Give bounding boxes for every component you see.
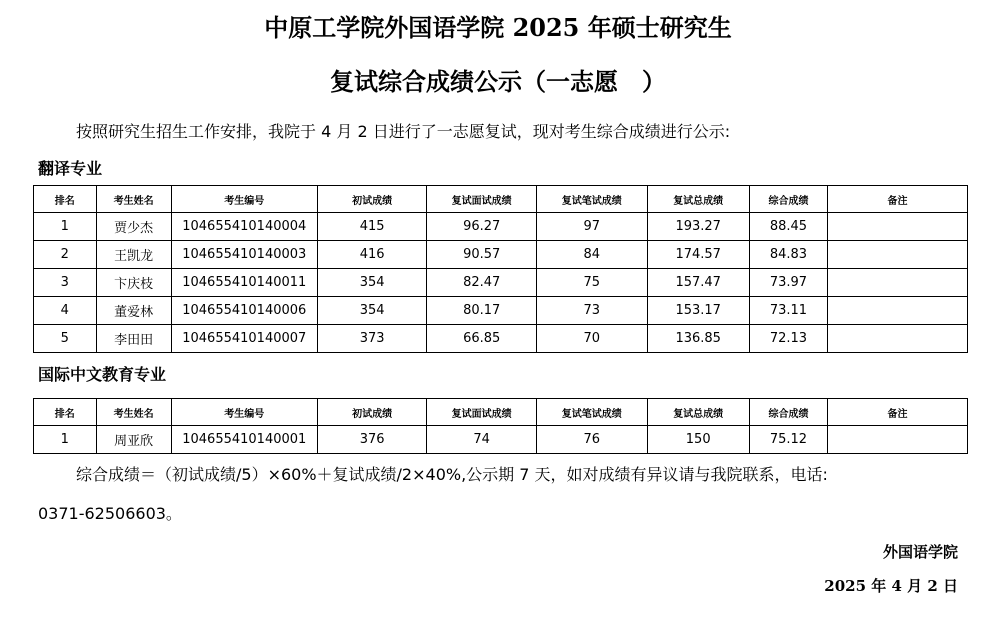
page-subtitle: 复试综合成绩公示（一志愿 ） [330, 67, 666, 96]
cell-name: 董爱林 [96, 297, 171, 325]
cell-overall: 84.83 [749, 241, 827, 269]
cell-retest-total: 136.85 [647, 325, 749, 353]
cell-prelim: 376 [317, 426, 427, 454]
cell-rank: 3 [34, 269, 97, 297]
header-overall: 综合成绩 [749, 186, 827, 213]
cell-id: 104655410140003 [171, 241, 317, 269]
grades-table-translation [33, 185, 968, 353]
section-title-chinese-education: 国际中文教育专业 [38, 365, 167, 384]
cell-overall: 73.97 [749, 269, 827, 297]
cell-prelim: 415 [317, 213, 427, 241]
section-title-translation: 翻译专业 [38, 159, 103, 178]
cell-written: 84 [536, 241, 647, 269]
intro-paragraph: 按照研究生招生工作安排，我院于 4 月 2 日进行了一志愿复试，现对考生综合成绩进行公示: [76, 122, 731, 141]
cell-retest-total: 157.47 [647, 269, 749, 297]
cell-rank: 4 [34, 297, 97, 325]
header-retest-total: 复试总成绩 [647, 399, 749, 426]
cell-id: 104655410140001 [171, 426, 317, 454]
cell-rank: 5 [34, 325, 97, 353]
cell-written: 97 [536, 213, 647, 241]
header-prelim: 初试成绩 [317, 186, 427, 213]
header-name: 考生姓名 [96, 399, 171, 426]
grades-table-chinese-education [33, 398, 968, 454]
cell-id: 104655410140007 [171, 325, 317, 353]
cell-remark [828, 426, 968, 454]
cell-rank: 1 [34, 426, 97, 454]
cell-interview: 96.27 [427, 213, 537, 241]
signer: 外国语学院 [882, 543, 958, 561]
cell-overall: 88.45 [749, 213, 827, 241]
header-id: 考生编号 [171, 186, 317, 213]
header-written: 复试笔试成绩 [536, 399, 647, 426]
header-remark: 备注 [828, 399, 968, 426]
cell-name: 贾少杰 [96, 213, 171, 241]
cell-remark [828, 213, 968, 241]
cell-retest-total: 174.57 [647, 241, 749, 269]
cell-overall: 73.11 [749, 297, 827, 325]
header-rank: 排名 [34, 186, 97, 213]
header-remark: 备注 [828, 186, 968, 213]
page-title: 中原工学院外国语学院 2025 年硕士研究生 [264, 13, 732, 42]
table-body [34, 213, 968, 353]
cell-retest-total: 153.17 [647, 297, 749, 325]
header-overall: 综合成绩 [749, 399, 827, 426]
cell-interview: 82.47 [427, 269, 537, 297]
header-name: 考生姓名 [96, 186, 171, 213]
cell-retest-total: 150 [647, 426, 749, 454]
publish-date: 2025 年 4 月 2 日 [824, 577, 958, 595]
header-interview: 复试面试成绩 [427, 186, 537, 213]
table-header-row [34, 399, 968, 426]
cell-remark [828, 325, 968, 353]
cell-prelim: 354 [317, 297, 427, 325]
cell-prelim: 354 [317, 269, 427, 297]
table-row [34, 426, 968, 454]
table-row [34, 325, 968, 353]
cell-written: 73 [536, 297, 647, 325]
cell-written: 76 [536, 426, 647, 454]
cell-written: 70 [536, 325, 647, 353]
cell-id: 104655410140006 [171, 297, 317, 325]
cell-rank: 1 [34, 213, 97, 241]
cell-overall: 75.12 [749, 426, 827, 454]
cell-interview: 80.17 [427, 297, 537, 325]
cell-rank: 2 [34, 241, 97, 269]
contact-phone: 0371-62506603。 [38, 504, 182, 523]
cell-name: 卞庆枝 [96, 269, 171, 297]
cell-name: 李田田 [96, 325, 171, 353]
cell-id: 104655410140004 [171, 213, 317, 241]
table-row [34, 213, 968, 241]
header-id: 考生编号 [171, 399, 317, 426]
table-row [34, 241, 968, 269]
cell-prelim: 416 [317, 241, 427, 269]
cell-interview: 74 [427, 426, 537, 454]
cell-written: 75 [536, 269, 647, 297]
cell-remark [828, 297, 968, 325]
cell-remark [828, 269, 968, 297]
header-prelim: 初试成绩 [317, 399, 427, 426]
table-row [34, 269, 968, 297]
cell-retest-total: 193.27 [647, 213, 749, 241]
table-body [34, 426, 968, 454]
header-written: 复试笔试成绩 [536, 186, 647, 213]
header-rank: 排名 [34, 399, 97, 426]
cell-name: 王凯龙 [96, 241, 171, 269]
cell-interview: 90.57 [427, 241, 537, 269]
header-retest-total: 复试总成绩 [647, 186, 749, 213]
cell-id: 104655410140011 [171, 269, 317, 297]
cell-prelim: 373 [317, 325, 427, 353]
header-interview: 复试面试成绩 [427, 399, 537, 426]
table-row [34, 297, 968, 325]
formula-note: 综合成绩＝（初试成绩/5）×60%＋复试成绩/2×40%,公示期 7 天，如对成绩有异议请与我院联系，电话: [76, 465, 828, 484]
cell-interview: 66.85 [427, 325, 537, 353]
table-header-row [34, 186, 968, 213]
cell-overall: 72.13 [749, 325, 827, 353]
cell-remark [828, 241, 968, 269]
cell-name: 周亚欣 [96, 426, 171, 454]
